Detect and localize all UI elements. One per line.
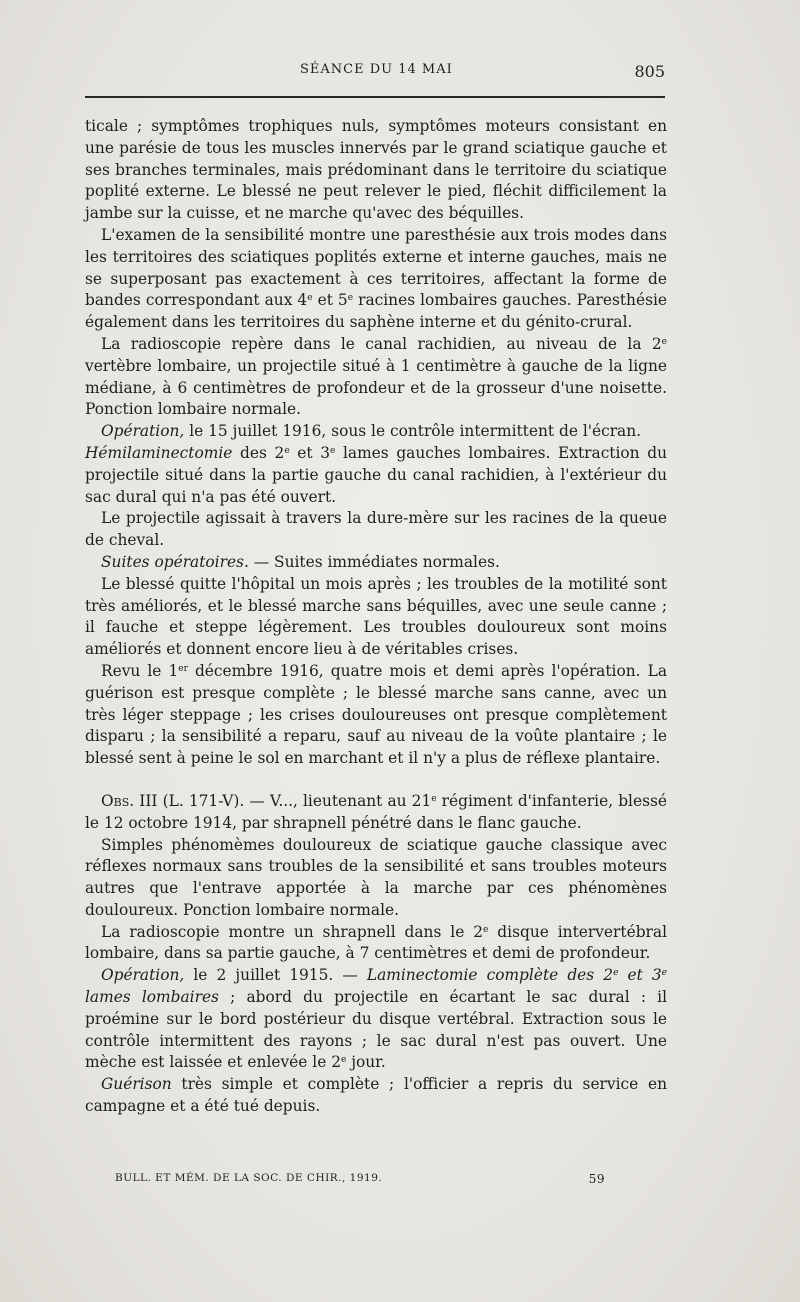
paragraph-6: Le projectile agissait à travers la dure-mère sur les racines de la queue de cheval. bbox=[85, 509, 667, 550]
running-title: SÉANCE DU 14 MAI bbox=[300, 62, 453, 77]
page-header bbox=[85, 62, 665, 84]
page-footer bbox=[115, 1172, 605, 1190]
paragraph-5: Hémilaminectomie des 2e et 3e lames gauches lombaires. Extraction du projectile situé dans la partie gauche du canal rachidien, à l'extérieur du sac dural qui n'a pas été ouvert. bbox=[85, 443, 667, 506]
paragraph-8: Le blessé quitte l'hôpital un mois après ; les troubles de la motilité sont très améliorés, et le blessé marche sans béquilles, avec une seule canne ; il fauche et steppe légèrement. Les troubles douloureux sont moins améliorés et donnent encore lieu à de véritables crises. bbox=[85, 574, 667, 659]
header-rule bbox=[85, 96, 665, 98]
body-text bbox=[85, 116, 667, 1118]
paragraph-2: L'examen de la sensibilité montre une paresthésie aux trois modes dans les territoires des sciatiques poplités externe et interne gauches, mais ne se superposant pas exactement à ces territoires, affectant la forme de bandes correspondant aux 4e et 5e racines lombaires gauches. Paresthésie également dans les territoires du saphène interne et du génito-crural. bbox=[85, 225, 668, 332]
paragraph-14: Guérison très simple et complète ; l'officier a repris du service en campagne et a été tué depuis. bbox=[85, 1075, 667, 1116]
paragraph-4: Opération, le 15 juillet 1916, sous le contrôle intermittent de l'écran. bbox=[101, 422, 642, 441]
paragraph-7: Suites opératoires. — Suites immédiates normales. bbox=[101, 552, 500, 571]
journal-reference: BULL. ET MÉM. DE LA SOC. DE CHIR., 1919. bbox=[115, 1172, 383, 1184]
signature-mark: 59 bbox=[588, 1172, 605, 1186]
paragraph-13: Opération, le 2 juillet 1915. — Laminectomie complète des 2e et 3e lames lombaires ; abord du projectile en écartant le sac dural : il proémine sur le bord postérieur du disque vertébral. Extraction sous le contrôle intermittent des rayons ; le sac dural n'est pas ouvert. Une mèche est laissée et enlevée le 2e jour. bbox=[85, 966, 668, 1072]
paragraph-3: La radioscopie repère dans le canal rachidien, au niveau de la 2e vertèbre lombaire, un projectile situé à 1 centimètre à gauche de la ligne médiane, à 6 centimètres de profondeur et de la grosseur d'une noisette. Ponction lombaire normale. bbox=[85, 334, 667, 419]
paragraph-12: La radioscopie montre un shrapnell dans le 2e disque intervertébral lombaire, dans sa partie gauche, à 7 centimètres et demi de profondeur. bbox=[85, 922, 668, 963]
observation-label: Obs. III bbox=[101, 791, 158, 810]
paragraph-1: ticale ; symptômes trophiques nuls, symptômes moteurs consistant en une parésie de tous les muscles innervés par le grand sciatique gauche et ses branches terminales, mais prédominant dans le territoire du sciatique poplité externe. Le blessé ne peut relever le pied, fléchit difficilement la jambe sur la cuisse, et ne marche qu'avec des béquilles. bbox=[85, 117, 667, 223]
paragraph-9: Revu le 1er décembre 1916, quatre mois et demi après l'opération. La guérison est presque complète ; le blessé marche sans canne, avec un très léger steppage ; les crises douloureuses ont presque complètement disparu ; la sensibilité a reparu, sauf au niveau de la voûte plantaire ; le blessé sent à peine le sol en marchant et il n'y a plus de réflexe plantaire. bbox=[85, 661, 667, 768]
page-number: 805 bbox=[634, 62, 665, 81]
observation-3-paragraph: Obs. III (L. 171-V). — V..., lieutenant au 21e régiment d'infanterie, blessé le 12 octobre 1914, par shrapnell pénétré dans le flanc gauche. bbox=[85, 791, 667, 832]
paragraph-11: Simples phénomèmes douloureux de sciatique gauche classique avec réflexes normaux sans troubles de la sensibilité et sans troubles moteurs autres que l'entrave apportée à la marche par ces phénomènes douloureux. Ponction lombaire normale. bbox=[85, 835, 667, 919]
